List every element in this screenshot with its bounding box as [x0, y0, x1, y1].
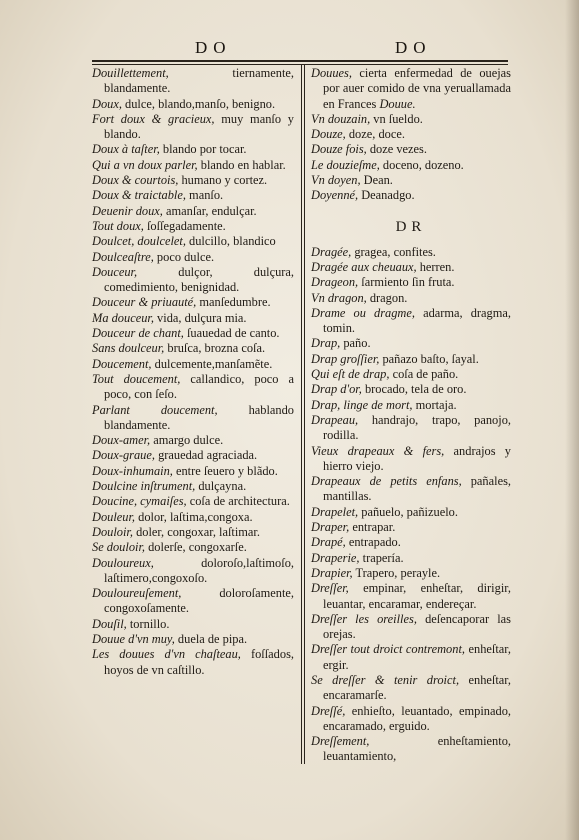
- entry-headword: Doyenné,: [311, 188, 359, 203]
- entry-headword: Doux à taſter,: [92, 142, 160, 157]
- entry-headword: Drapeaux de petits enfans,: [311, 474, 462, 489]
- dictionary-entry: [311, 142, 511, 157]
- entry-definition: tornillo.: [126, 616, 170, 631]
- header-left: DO: [195, 38, 232, 57]
- entry-headword: Doux & traictable,: [92, 188, 186, 203]
- dictionary-entry: [92, 97, 294, 112]
- entry-definition: deſencaporar las orejas.: [323, 611, 511, 642]
- dictionary-entry: [92, 540, 294, 555]
- entry-definition: empinar, enheſtar, dirigir, leuantar, encaramar, endereçar.: [323, 581, 511, 611]
- dictionary-entry: [92, 204, 294, 219]
- dictionary-entry: [92, 464, 294, 479]
- dictionary-entry: [92, 219, 294, 234]
- dictionary-entry: [92, 448, 294, 463]
- entry-headword: Drap,: [311, 336, 341, 351]
- entry-headword: Doux-amer,: [92, 433, 151, 448]
- dr-entries: [311, 245, 511, 765]
- entry-definition: andrajos y hierro viejo.: [323, 443, 512, 473]
- entry-definition: tiernamente, blandamente.: [104, 66, 294, 96]
- dictionary-entry: [311, 444, 511, 475]
- dictionary-entry: [311, 306, 511, 337]
- entry-headword: Se douloir,: [92, 540, 146, 555]
- entry-headword: Les douues d'vn chaſteau,: [92, 647, 241, 662]
- entry-headword: Drap d'or,: [311, 382, 362, 397]
- column-divider: [301, 64, 302, 764]
- entry-headword: Vieux drapeaux & fers,: [311, 443, 445, 458]
- entry-definition: cierta enfermedad de ouejas por auer comido de vna yeruallamada en Frances: [323, 66, 511, 111]
- dictionary-entry: [92, 433, 294, 448]
- dictionary-entry: [311, 173, 511, 188]
- dictionary-entry: [311, 581, 511, 612]
- entry-french-word: Douue.: [379, 96, 416, 111]
- dictionary-entry: [92, 295, 294, 310]
- dictionary-entry: [92, 234, 294, 249]
- entry-headword: Doucement,: [92, 356, 152, 371]
- section-heading-dr: DR: [395, 218, 427, 235]
- dictionary-entry: [311, 704, 511, 735]
- entry-definition: duela de pipa.: [174, 631, 248, 646]
- entry-headword: Qui a vn doux parler,: [92, 157, 198, 172]
- entry-headword: Douze fois,: [311, 142, 367, 157]
- entry-definition: ſarmiento ſin fruta.: [358, 275, 455, 290]
- entry-definition: entrapado.: [345, 535, 401, 550]
- entry-headword: Douleur,: [92, 509, 136, 524]
- dictionary-entry: [311, 245, 511, 260]
- entry-definition: callandico, poco a poco, con ſeſo.: [104, 371, 295, 402]
- entry-definition: manſedumbre.: [196, 295, 271, 310]
- page-edge-shadow: [565, 0, 579, 840]
- entry-headword: Douceur de chant,: [92, 326, 184, 341]
- entry-definition: doler, congoxar, laſtimar.: [132, 524, 260, 539]
- entry-definition: adarma, dragma, tomin.: [323, 305, 511, 336]
- entry-definition: poco dulce.: [153, 249, 215, 264]
- dictionary-entry: [92, 188, 294, 203]
- dictionary-entry: [311, 551, 511, 566]
- dictionary-entry: [92, 556, 294, 587]
- entry-definition: enheſtamiento, leuantamiento,: [323, 734, 511, 764]
- dictionary-entry: [311, 158, 511, 173]
- entry-definition: gragea, confites.: [351, 244, 436, 259]
- entry-definition: trapería.: [359, 550, 404, 565]
- dictionary-entry: [92, 173, 294, 188]
- dictionary-entry: [92, 617, 294, 632]
- entry-headword: Parlant doucement,: [92, 402, 218, 417]
- entry-headword: Dreſſer tout droict contremont,: [311, 642, 465, 657]
- entry-headword: Dragée,: [311, 244, 352, 259]
- entry-definition: amargo dulce.: [150, 433, 224, 448]
- entry-headword: Tout doucement,: [92, 371, 181, 386]
- dictionary-entry: [311, 66, 511, 112]
- dictionary-entry: [311, 336, 511, 351]
- right-column: [311, 66, 511, 765]
- entry-definition: doze, doce.: [345, 127, 405, 142]
- entry-headword: Douceur & priuauté,: [92, 295, 197, 310]
- entry-definition: bruſca, brozna coſa.: [164, 341, 266, 356]
- entry-headword: Vn dragon,: [311, 290, 367, 305]
- entry-headword: Fort doux & gracieux,: [92, 111, 215, 126]
- entry-headword: Se dreſſer & tenir droict,: [311, 672, 460, 687]
- dictionary-entry: [311, 612, 511, 643]
- entry-definition: foſſados, hoyos de vn caſtillo.: [104, 647, 294, 677]
- entry-definition: pañuelo, pañizuelo.: [358, 504, 458, 519]
- entry-headword: Le douzieſme,: [311, 157, 380, 172]
- entry-headword: Dreſſement,: [311, 734, 370, 749]
- entry-headword: Drame ou dragme,: [311, 305, 415, 320]
- header-rule-thin: [92, 64, 508, 65]
- entry-definition: manſo.: [185, 188, 224, 203]
- entry-headword: Doulcine inſtrument,: [92, 479, 196, 494]
- entry-headword: Drap, linge de mort,: [311, 397, 413, 412]
- entry-definition: dulcillo, blandico: [185, 234, 276, 249]
- dictionary-entry: [92, 372, 294, 403]
- entry-headword: Douloir,: [92, 524, 133, 539]
- entry-headword: Drageon,: [311, 275, 359, 290]
- entry-headword: Vn douzain,: [311, 111, 371, 126]
- entry-headword: Douloureux,: [92, 555, 154, 570]
- entry-definition: vida, dulçura mia.: [153, 310, 247, 325]
- entry-definition: doceno, dozeno.: [379, 157, 464, 172]
- entry-headword: Draperie,: [311, 550, 360, 565]
- entry-definition: dulçayna.: [195, 479, 247, 494]
- entry-headword: Drap groſſier,: [311, 351, 380, 366]
- entry-definition: dolor, laſtima,congoxa.: [135, 509, 253, 524]
- entry-definition: dragon.: [366, 290, 408, 305]
- entry-headword: Doux & courtois,: [92, 173, 179, 188]
- entry-headword: Doulcet, doulcelet,: [92, 234, 186, 249]
- dictionary-entry: [92, 510, 294, 525]
- entry-headword: Doux,: [92, 96, 122, 111]
- dictionary-entry: [92, 326, 294, 341]
- entry-headword: Douues,: [311, 66, 352, 80]
- entry-definition: enhieſto, leuantado, empinado, encaramado, erguido.: [323, 703, 511, 733]
- header-right: DO: [395, 38, 432, 57]
- entry-definition: dulcemente,manſamẽte.: [151, 356, 273, 371]
- entry-headword: Drapier,: [311, 565, 353, 580]
- dictionary-entry: [92, 142, 294, 157]
- entry-definition: paño.: [340, 336, 371, 351]
- entry-definition: entre ſeuero y blãdo.: [172, 463, 278, 478]
- dictionary-entry: [92, 158, 294, 173]
- dictionary-entry: [311, 188, 511, 203]
- dictionary-entry: [311, 642, 511, 673]
- dictionary-entry: [311, 260, 511, 275]
- dictionary-entry: [92, 357, 294, 372]
- dictionary-entry: [311, 127, 511, 142]
- dictionary-entry: [311, 474, 511, 505]
- dictionary-entry: [311, 734, 511, 765]
- dictionary-entry: [92, 494, 294, 509]
- entry-headword: Draper,: [311, 520, 350, 535]
- entry-definition: pañales, mantillas.: [323, 474, 511, 504]
- entry-definition: pañazo baſto, ſayal.: [379, 351, 479, 366]
- dictionary-entry: [92, 311, 294, 326]
- entry-headword: Sans doulceur,: [92, 341, 165, 356]
- column-divider-thin: [304, 64, 305, 764]
- entry-headword: Deuenir doux,: [92, 203, 163, 218]
- entry-headword: Douſil,: [92, 616, 127, 631]
- entry-headword: Dreſſé,: [311, 703, 346, 718]
- entry-definition: handrajo, trapo, panojo, rodilla.: [323, 412, 511, 443]
- entry-definition: Trapero, perayle.: [352, 565, 441, 580]
- dictionary-entry: [92, 250, 294, 265]
- entry-headword: Dreſſer les oreilles,: [311, 611, 417, 626]
- dictionary-entry: [92, 525, 294, 540]
- do-entries: [311, 66, 511, 204]
- left-column: [92, 66, 294, 678]
- entry-definition: ſuauedad de canto.: [183, 326, 280, 341]
- entry-definition: enheſtar, ergir.: [323, 642, 511, 672]
- entry-definition: dolerſe, congoxarſe.: [145, 540, 247, 555]
- entry-headword: Drapé,: [311, 535, 346, 550]
- entry-definition: blando en hablar.: [197, 157, 286, 172]
- entry-definition: entrapar.: [349, 520, 396, 535]
- entry-definition: doloroſamente, congoxoſamente.: [104, 586, 294, 616]
- dictionary-entry: [92, 647, 294, 678]
- dictionary-entry: [311, 367, 511, 382]
- dictionary-entry: [311, 673, 511, 704]
- dictionary-entry: [92, 632, 294, 647]
- dictionary-entry: [311, 291, 511, 306]
- entry-headword: Douceur,: [92, 264, 138, 279]
- entry-headword: Dreſſer,: [311, 581, 349, 596]
- entry-headword: Douloureuſement,: [92, 586, 182, 601]
- entry-headword: Doux-graue,: [92, 448, 155, 463]
- entry-definition: vn ſueldo.: [370, 111, 423, 126]
- entry-definition: dulçor, dulçura, comedimiento, benignidad.: [104, 264, 294, 295]
- dictionary-entry: [92, 112, 294, 143]
- entry-definition: coſa de architectura.: [186, 494, 290, 509]
- entry-definition: coſa de paño.: [389, 367, 459, 382]
- entry-definition: herren.: [416, 259, 455, 274]
- entry-headword: Vn doyen,: [311, 173, 361, 188]
- entry-definition: humano y cortez.: [178, 173, 268, 188]
- dictionary-entry: [311, 112, 511, 127]
- dictionary-entry: [311, 505, 511, 520]
- entry-headword: Douue d'vn muy,: [92, 631, 175, 646]
- entry-headword: Doux-inhumain,: [92, 463, 173, 478]
- dictionary-entry: [311, 352, 511, 367]
- entry-definition: doze vezes.: [366, 142, 427, 157]
- dictionary-entry: [311, 413, 511, 444]
- entry-headword: Douze,: [311, 127, 346, 142]
- entry-headword: Ma douceur,: [92, 310, 154, 325]
- entry-headword: Qui eſt de drap,: [311, 367, 390, 382]
- dictionary-entry: [311, 398, 511, 413]
- dictionary-entry: [92, 66, 294, 97]
- dictionary-entry: [92, 265, 294, 296]
- dictionary-entry: [311, 275, 511, 290]
- dictionary-entry: [311, 566, 511, 581]
- entry-definition: Dean.: [360, 173, 393, 188]
- entry-headword: Tout doux,: [92, 218, 144, 233]
- entry-headword: Doulceaſtre,: [92, 249, 154, 264]
- dictionary-entry: [92, 341, 294, 356]
- dictionary-entry: [92, 403, 294, 434]
- running-header: [95, 38, 505, 60]
- entry-headword: Douillettement,: [92, 66, 169, 80]
- entry-definition: enheſtar, encaramarſe.: [323, 672, 511, 703]
- dictionary-entry: [311, 535, 511, 550]
- dictionary-entry: [92, 479, 294, 494]
- header-rule: [92, 60, 508, 62]
- entry-headword: Drapeau,: [311, 412, 359, 427]
- entry-definition: doloroſo,laſtimoſo, laſtimero,congoxoſo.: [104, 555, 294, 585]
- dictionary-entry: [311, 520, 511, 535]
- entry-definition: amanſar, endulçar.: [162, 203, 257, 218]
- entry-definition: muy manſo y blando.: [104, 111, 294, 142]
- entry-headword: Drapelet,: [311, 504, 359, 519]
- entry-definition: dulce, blando,manſo, benigno.: [121, 96, 276, 111]
- dictionary-entry: [92, 586, 294, 617]
- entry-definition: grauedad agraciada.: [154, 448, 258, 463]
- entry-definition: blando por tocar.: [159, 142, 247, 157]
- entry-definition: Deanadgo.: [358, 188, 415, 203]
- entry-definition: mortaja.: [412, 397, 457, 412]
- entry-definition: brocado, tela de oro.: [361, 382, 467, 397]
- entry-headword: Dragée aux cheuaux,: [311, 259, 417, 274]
- entry-headword: Doucine, cymaiſes,: [92, 494, 187, 509]
- entry-definition: hablando blandamente.: [104, 402, 294, 432]
- dictionary-entry: [311, 382, 511, 397]
- entry-definition: ſoſſegadamente.: [143, 218, 226, 233]
